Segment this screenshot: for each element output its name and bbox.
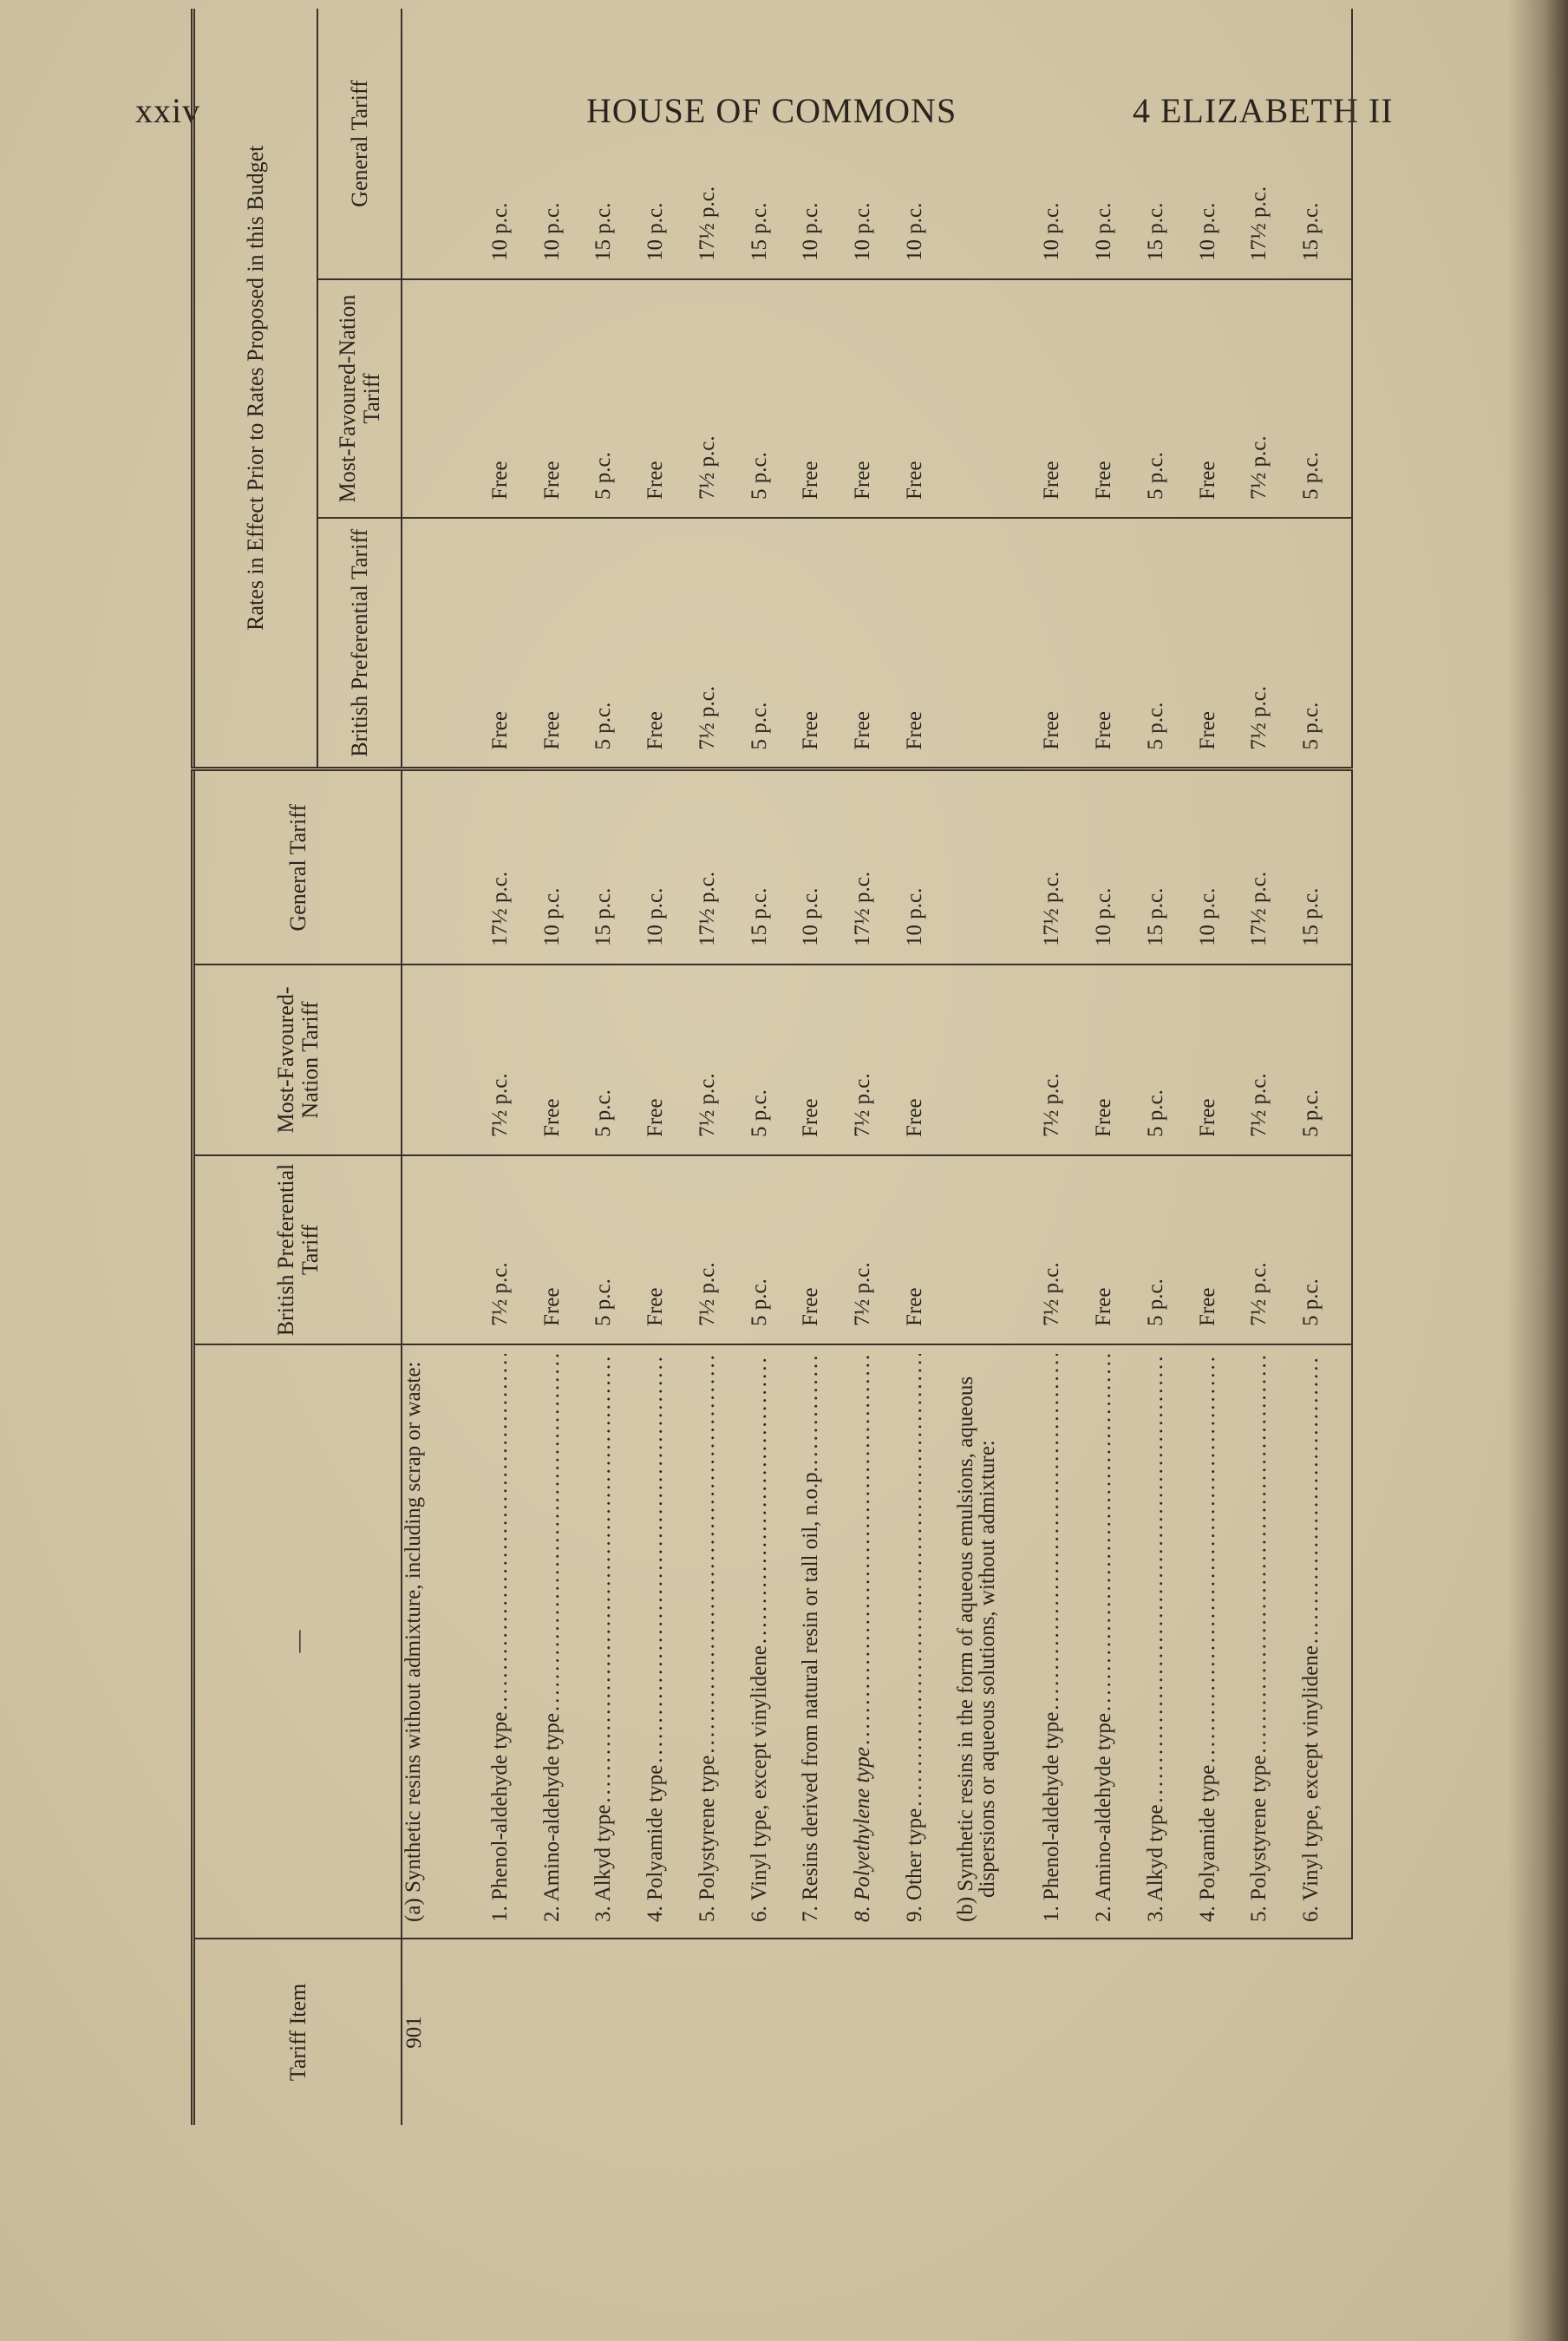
prior-rate-most-favoured-nation: 7½ p.c. xyxy=(696,279,748,518)
prior-rate-most-favoured-nation: Free xyxy=(540,279,592,518)
prior-rate-british-preferential: Free xyxy=(851,518,903,769)
rate-general: 15 p.c. xyxy=(748,769,800,965)
prior-rate-most-favoured-nation: 5 p.c. xyxy=(1299,279,1352,518)
prior-rate-most-favoured-nation: Free xyxy=(851,279,903,518)
col-description: — xyxy=(193,1344,402,1939)
rate-most-favoured-nation: Free xyxy=(540,965,592,1155)
rate-british-preferential: 7½ p.c. xyxy=(1040,1155,1092,1344)
prior-rate-british-preferential: Free xyxy=(488,518,540,769)
row-description: 3. Alkyd type ..... xyxy=(591,1344,644,1939)
row-description: 7. Resins derived from natural resin or tall oil, n.o.p. ..... xyxy=(799,1344,851,1939)
rate-british-preferential: 7½ p.c. xyxy=(696,1155,748,1344)
rate-most-favoured-nation: 7½ p.c. xyxy=(488,965,540,1155)
table-row xyxy=(1247,9,1299,2125)
prior-rate-british-preferential: 5 p.c. xyxy=(591,518,644,769)
rate-most-favoured-nation: Free xyxy=(1196,965,1248,1155)
rate-british-preferential: 7½ p.c. xyxy=(1247,1155,1299,1344)
row-description: 1. Phenol-aldehyde type ..... xyxy=(1040,1344,1092,1939)
table-row xyxy=(851,9,903,2125)
col-group-prior-rates: Rates in Effect Prior to Rates Proposed in this Budget xyxy=(193,9,318,769)
row-description: 5. Polystyrene type ..... xyxy=(696,1344,748,1939)
row-description: 5. Polystyrene type ..... xyxy=(1247,1344,1299,1939)
row-description: 2. Amino-aldehyde type ..... xyxy=(1092,1344,1144,1939)
prior-rate-british-preferential: Free xyxy=(644,518,696,769)
prior-rate-general: 10 p.c. xyxy=(903,9,955,279)
col-most-favoured-nation: Most-Favoured-Nation Tariff xyxy=(193,965,402,1155)
prior-rate-general: 15 p.c. xyxy=(591,9,644,279)
table-body xyxy=(402,9,1352,2125)
prior-rate-british-preferential: Free xyxy=(1196,518,1248,769)
prior-rate-general: 10 p.c. xyxy=(540,9,592,279)
rate-british-preferential: Free xyxy=(903,1155,955,1344)
table-row xyxy=(799,9,851,2125)
prior-rate-general: 10 p.c. xyxy=(799,9,851,279)
rate-most-favoured-nation: 7½ p.c. xyxy=(1247,965,1299,1155)
prior-rate-most-favoured-nation: Free xyxy=(1196,279,1248,518)
table-row xyxy=(1092,9,1144,2125)
row-description: 8. Polyethylene type ..... xyxy=(851,1344,903,1939)
prior-rate-most-favoured-nation: Free xyxy=(903,279,955,518)
row-description: 6. Vinyl type, except vinylidene ..... xyxy=(748,1344,800,1939)
rate-british-preferential: Free xyxy=(1196,1155,1248,1344)
rate-british-preferential: Free xyxy=(799,1155,851,1344)
row-description: 9. Other type ..... xyxy=(903,1344,955,1939)
section-heading-row xyxy=(402,9,488,2125)
rate-most-favoured-nation: 5 p.c. xyxy=(1144,965,1196,1155)
prior-rate-british-preferential: 5 p.c. xyxy=(1299,518,1352,769)
prior-rate-general: 10 p.c. xyxy=(1040,9,1092,279)
rate-most-favoured-nation: Free xyxy=(644,965,696,1155)
col-general: General Tariff xyxy=(193,769,402,965)
row-description: 4. Polyamide type ..... xyxy=(1196,1344,1248,1939)
section-heading: (b) Synthetic resins in the form of aqueous emulsions, aqueous dispersions or aqueous solutions, without admixture: xyxy=(955,1344,1041,1939)
table-row xyxy=(903,9,955,2125)
prior-rate-most-favoured-nation: 7½ p.c. xyxy=(1247,279,1299,518)
rate-most-favoured-nation: 5 p.c. xyxy=(1299,965,1352,1155)
row-description: 1. Phenol-aldehyde type ..... xyxy=(488,1344,540,1939)
prior-rate-british-preferential: Free xyxy=(1092,518,1144,769)
page-edge-shadow xyxy=(1507,0,1568,2341)
prior-rate-general: 10 p.c. xyxy=(488,9,540,279)
prior-rate-british-preferential: 5 p.c. xyxy=(1144,518,1196,769)
row-description: 3. Alkyd type ..... xyxy=(1144,1344,1196,1939)
rate-general: 15 p.c. xyxy=(591,769,644,965)
table-row xyxy=(540,9,592,2125)
prior-rate-british-preferential: 7½ p.c. xyxy=(1247,518,1299,769)
rate-general: 17½ p.c. xyxy=(1040,769,1092,965)
prior-rate-british-preferential: 7½ p.c. xyxy=(696,518,748,769)
prior-rate-most-favoured-nation: Free xyxy=(1092,279,1144,518)
rate-general: 10 p.c. xyxy=(644,769,696,965)
prior-rate-most-favoured-nation: Free xyxy=(644,279,696,518)
prior-rate-general: 10 p.c. xyxy=(851,9,903,279)
table-row xyxy=(696,9,748,2125)
col-tariff-item: Tariff Item xyxy=(284,1983,310,2082)
rate-general: 10 p.c. xyxy=(903,769,955,965)
rate-most-favoured-nation: 5 p.c. xyxy=(748,965,800,1155)
row-description: 4. Polyamide type ..... xyxy=(644,1344,696,1939)
col-prior-british-preferential: British Preferential Tariff xyxy=(317,518,402,769)
col-british-preferential: British Preferential Tariff xyxy=(193,1155,402,1344)
prior-rate-most-favoured-nation: Free xyxy=(799,279,851,518)
rate-british-preferential: Free xyxy=(540,1155,592,1344)
prior-rate-general: 17½ p.c. xyxy=(1247,9,1299,279)
prior-rate-british-preferential: Free xyxy=(1040,518,1092,769)
table-row xyxy=(1299,9,1352,2125)
prior-rate-most-favoured-nation: 5 p.c. xyxy=(748,279,800,518)
rate-general: 10 p.c. xyxy=(799,769,851,965)
rate-most-favoured-nation: 7½ p.c. xyxy=(1040,965,1092,1155)
page-number: xxiv xyxy=(135,91,201,130)
running-title: HOUSE OF COMMONS xyxy=(586,91,957,130)
rate-most-favoured-nation: 7½ p.c. xyxy=(696,965,748,1155)
col-prior-general: General Tariff xyxy=(317,9,402,279)
rate-general: 17½ p.c. xyxy=(488,769,540,965)
prior-rate-general: 10 p.c. xyxy=(1196,9,1248,279)
table-row xyxy=(1196,9,1248,2125)
rate-most-favoured-nation: Free xyxy=(799,965,851,1155)
rate-most-favoured-nation: Free xyxy=(903,965,955,1155)
table-row xyxy=(1040,9,1092,2125)
rate-general: 15 p.c. xyxy=(1299,769,1352,965)
rate-british-preferential: 5 p.c. xyxy=(748,1155,800,1344)
prior-rate-most-favoured-nation: 5 p.c. xyxy=(1144,279,1196,518)
section-heading: (a) Synthetic resins without admixture, including scrap or waste: xyxy=(402,1344,488,1939)
rate-most-favoured-nation: Free xyxy=(1092,965,1144,1155)
prior-rate-general: 10 p.c. xyxy=(1092,9,1144,279)
rate-general: 17½ p.c. xyxy=(696,769,748,965)
prior-rate-general: 10 p.c. xyxy=(644,9,696,279)
prior-rate-british-preferential: Free xyxy=(799,518,851,769)
rate-british-preferential: 7½ p.c. xyxy=(488,1155,540,1344)
prior-rate-general: 15 p.c. xyxy=(748,9,800,279)
prior-rate-general: 17½ p.c. xyxy=(696,9,748,279)
prior-rate-general: 15 p.c. xyxy=(1144,9,1196,279)
row-description: 6. Vinyl type, except vinylidene ..... xyxy=(1299,1344,1352,1939)
table-row xyxy=(748,9,800,2125)
row-description: 2. Amino-aldehyde type ..... xyxy=(540,1344,592,1939)
rate-most-favoured-nation: 7½ p.c. xyxy=(851,965,903,1155)
prior-rate-most-favoured-nation: 5 p.c. xyxy=(591,279,644,518)
rate-british-preferential: 5 p.c. xyxy=(1299,1155,1352,1344)
rate-general: 10 p.c. xyxy=(1092,769,1144,965)
table-row xyxy=(591,9,644,2125)
rate-british-preferential: 7½ p.c. xyxy=(851,1155,903,1344)
rate-general: 17½ p.c. xyxy=(1247,769,1299,965)
rate-british-preferential: 5 p.c. xyxy=(591,1155,644,1344)
rate-british-preferential: Free xyxy=(644,1155,696,1344)
prior-rate-most-favoured-nation: Free xyxy=(1040,279,1092,518)
rate-general: 10 p.c. xyxy=(540,769,592,965)
rate-general: 15 p.c. xyxy=(1144,769,1196,965)
tariff-item-number: 901 xyxy=(402,2016,426,2049)
rate-british-preferential: 5 p.c. xyxy=(1144,1155,1196,1344)
section-heading-row xyxy=(955,9,1041,2125)
tariff-table xyxy=(191,9,1353,2125)
prior-rate-british-preferential: 5 p.c. xyxy=(748,518,800,769)
rate-general: 17½ p.c. xyxy=(851,769,903,965)
table-row xyxy=(644,9,696,2125)
col-prior-most-favoured-nation: Most-Favoured-Nation Tariff xyxy=(317,279,402,518)
session-label: 4 ELIZABETH II xyxy=(1133,91,1394,130)
prior-rate-british-preferential: Free xyxy=(540,518,592,769)
rate-general: 10 p.c. xyxy=(1196,769,1248,965)
prior-rate-british-preferential: Free xyxy=(903,518,955,769)
table-row xyxy=(488,9,540,2125)
table-row xyxy=(1144,9,1196,2125)
rate-british-preferential: Free xyxy=(1092,1155,1144,1344)
rate-most-favoured-nation: 5 p.c. xyxy=(591,965,644,1155)
prior-rate-general: 15 p.c. xyxy=(1299,9,1352,279)
prior-rate-most-favoured-nation: Free xyxy=(488,279,540,518)
